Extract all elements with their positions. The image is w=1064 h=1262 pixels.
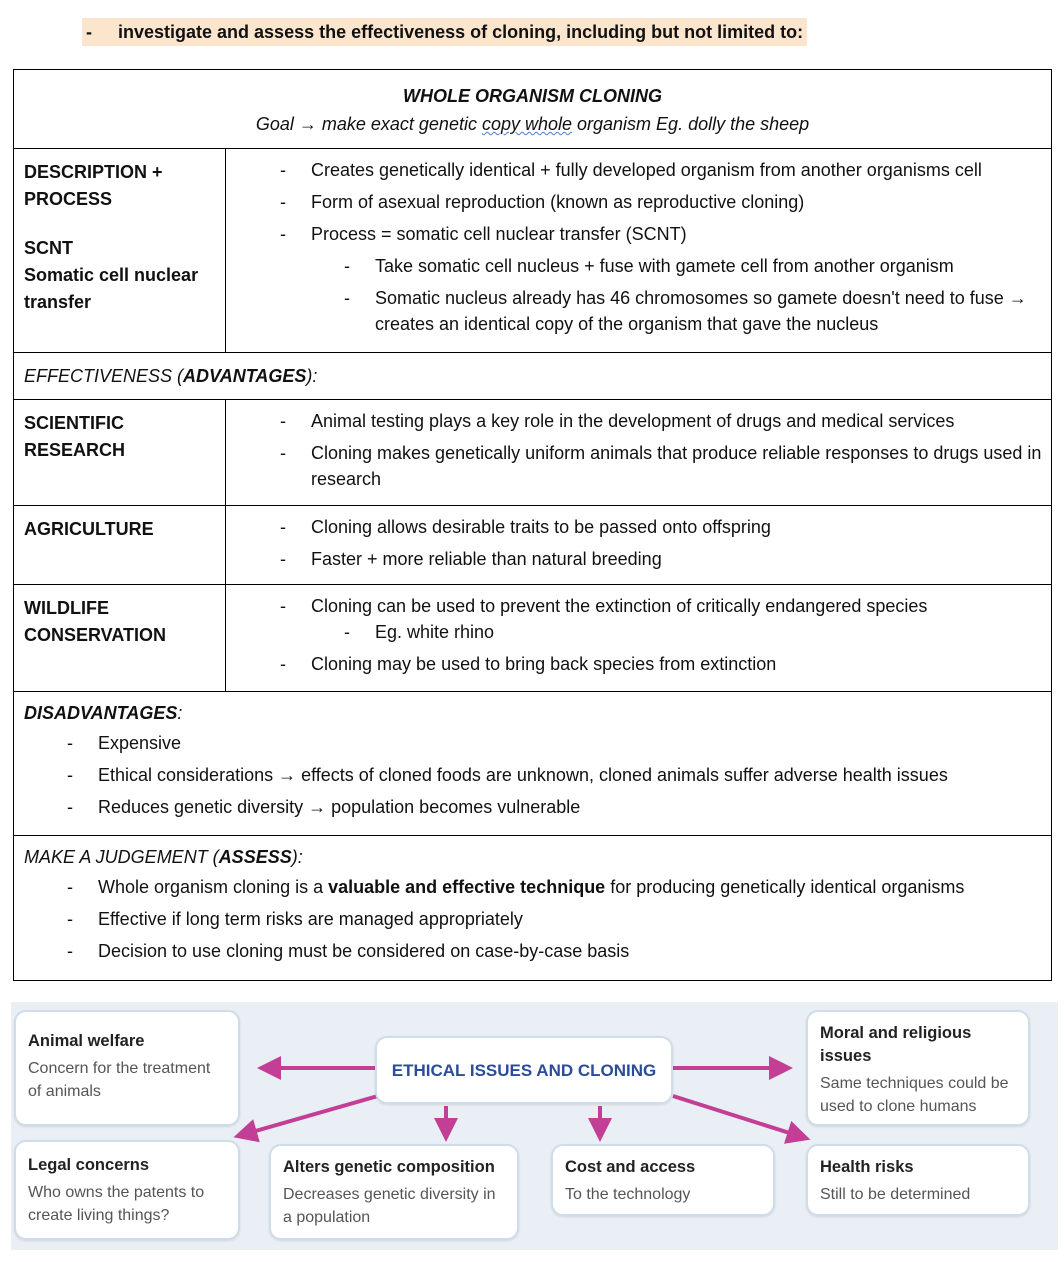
description-label: DESCRIPTION + PROCESS SCNT Somatic cell nuclear transfer bbox=[14, 149, 226, 353]
arrow-down-right bbox=[673, 1096, 799, 1136]
list-item: - Decision to use cloning must be considered on case-by-case basis bbox=[24, 938, 1041, 964]
list-item: - Faster + more reliable than natural breeding bbox=[226, 546, 1045, 572]
list-item: - Take somatic cell nucleus + fuse with gamete cell from another organism bbox=[226, 253, 1045, 279]
list-item: - Cloning can be used to prevent the extinction of critically endangered species bbox=[226, 593, 1045, 619]
ethical-issues-diagram bbox=[11, 1002, 1058, 1250]
cloning-table bbox=[13, 69, 1052, 981]
list-item: - Expensive bbox=[24, 730, 1041, 756]
wildlife-label: WILDLIFE CONSERVATION bbox=[14, 585, 226, 692]
goal-text: Goal → make exact genetic copy whole organism Eg. dolly the sheep bbox=[255, 114, 810, 134]
list-item: - Creates genetically identical + fully developed organism from another organisms cell bbox=[226, 157, 1045, 183]
list-item: - Somatic nucleus already has 46 chromosomes so gamete doesn't need to fuse → creates an identical copy of the organism that gave the nucleus bbox=[226, 285, 1045, 337]
list-item: - Whole organism cloning is a valuable and effective technique for producing genetically identical organisms bbox=[24, 874, 1041, 900]
table-title: WHOLE ORGANISM CLONING bbox=[403, 86, 662, 106]
box-health: Health risks Still to be determined bbox=[806, 1144, 1030, 1216]
agriculture-label: AGRICULTURE bbox=[14, 506, 226, 585]
scientific-label: SCIENTIFIC RESEARCH bbox=[14, 400, 226, 506]
table-header bbox=[14, 70, 1052, 149]
list-item: - Animal testing plays a key role in the development of drugs and medical services bbox=[226, 408, 1045, 434]
box-moral-religious: Moral and religious issues Same techniques could be used to clone humans bbox=[806, 1010, 1030, 1126]
list-item: - Ethical considerations → effects of cloned foods are unknown, cloned animals suffer adverse health issues bbox=[24, 762, 1041, 788]
disadvantages-section: DISADVANTAGES: - Expensive - Ethical considerations → effects of cloned foods are unknown, cloned animals suffer adverse health issues - Reduces genetic diversity → population becomes vulnerable bbox=[14, 692, 1052, 836]
arrow-down-left bbox=[245, 1094, 385, 1134]
diagram-center: ETHICAL ISSUES AND CLONING bbox=[375, 1036, 673, 1104]
box-genetic: Alters genetic composition Decreases genetic diversity in a population bbox=[269, 1144, 519, 1240]
judgement-section: MAKE A JUDGEMENT (ASSESS): - Whole organism cloning is a valuable and effective technique for producing genetically identical organisms - Effective if long term risks are managed appropriately - Decision to use cloning must be considered on case-by-case basis bbox=[14, 836, 1052, 981]
list-item: - Reduces genetic diversity → population becomes vulnerable bbox=[24, 794, 1041, 820]
list-item: - Form of asexual reproduction (known as reproductive cloning) bbox=[226, 189, 1045, 215]
list-item: - Cloning may be used to bring back species from extinction bbox=[226, 651, 1045, 677]
list-item: - Process = somatic cell nuclear transfer (SCNT) bbox=[226, 221, 1045, 247]
list-item: - Eg. white rhino bbox=[226, 619, 1045, 645]
list-item: - Effective if long term risks are managed appropriately bbox=[24, 906, 1041, 932]
box-cost: Cost and access To the technology bbox=[551, 1144, 775, 1216]
list-item: - Cloning makes genetically uniform animals that produce reliable responses to drugs used in research bbox=[226, 440, 1045, 492]
list-item: - Cloning allows desirable traits to be passed onto offspring bbox=[226, 514, 1045, 540]
intro-objective: - investigate and assess the effectiveness of cloning, including but not limited to: bbox=[82, 18, 807, 46]
box-legal: Legal concerns Who owns the patents to create living things? bbox=[14, 1140, 240, 1240]
box-animal-welfare: Animal welfare Concern for the treatment of animals bbox=[14, 1010, 240, 1126]
description-list bbox=[226, 157, 1045, 337]
effectiveness-heading: EFFECTIVENESS (ADVANTAGES): bbox=[14, 353, 1052, 400]
